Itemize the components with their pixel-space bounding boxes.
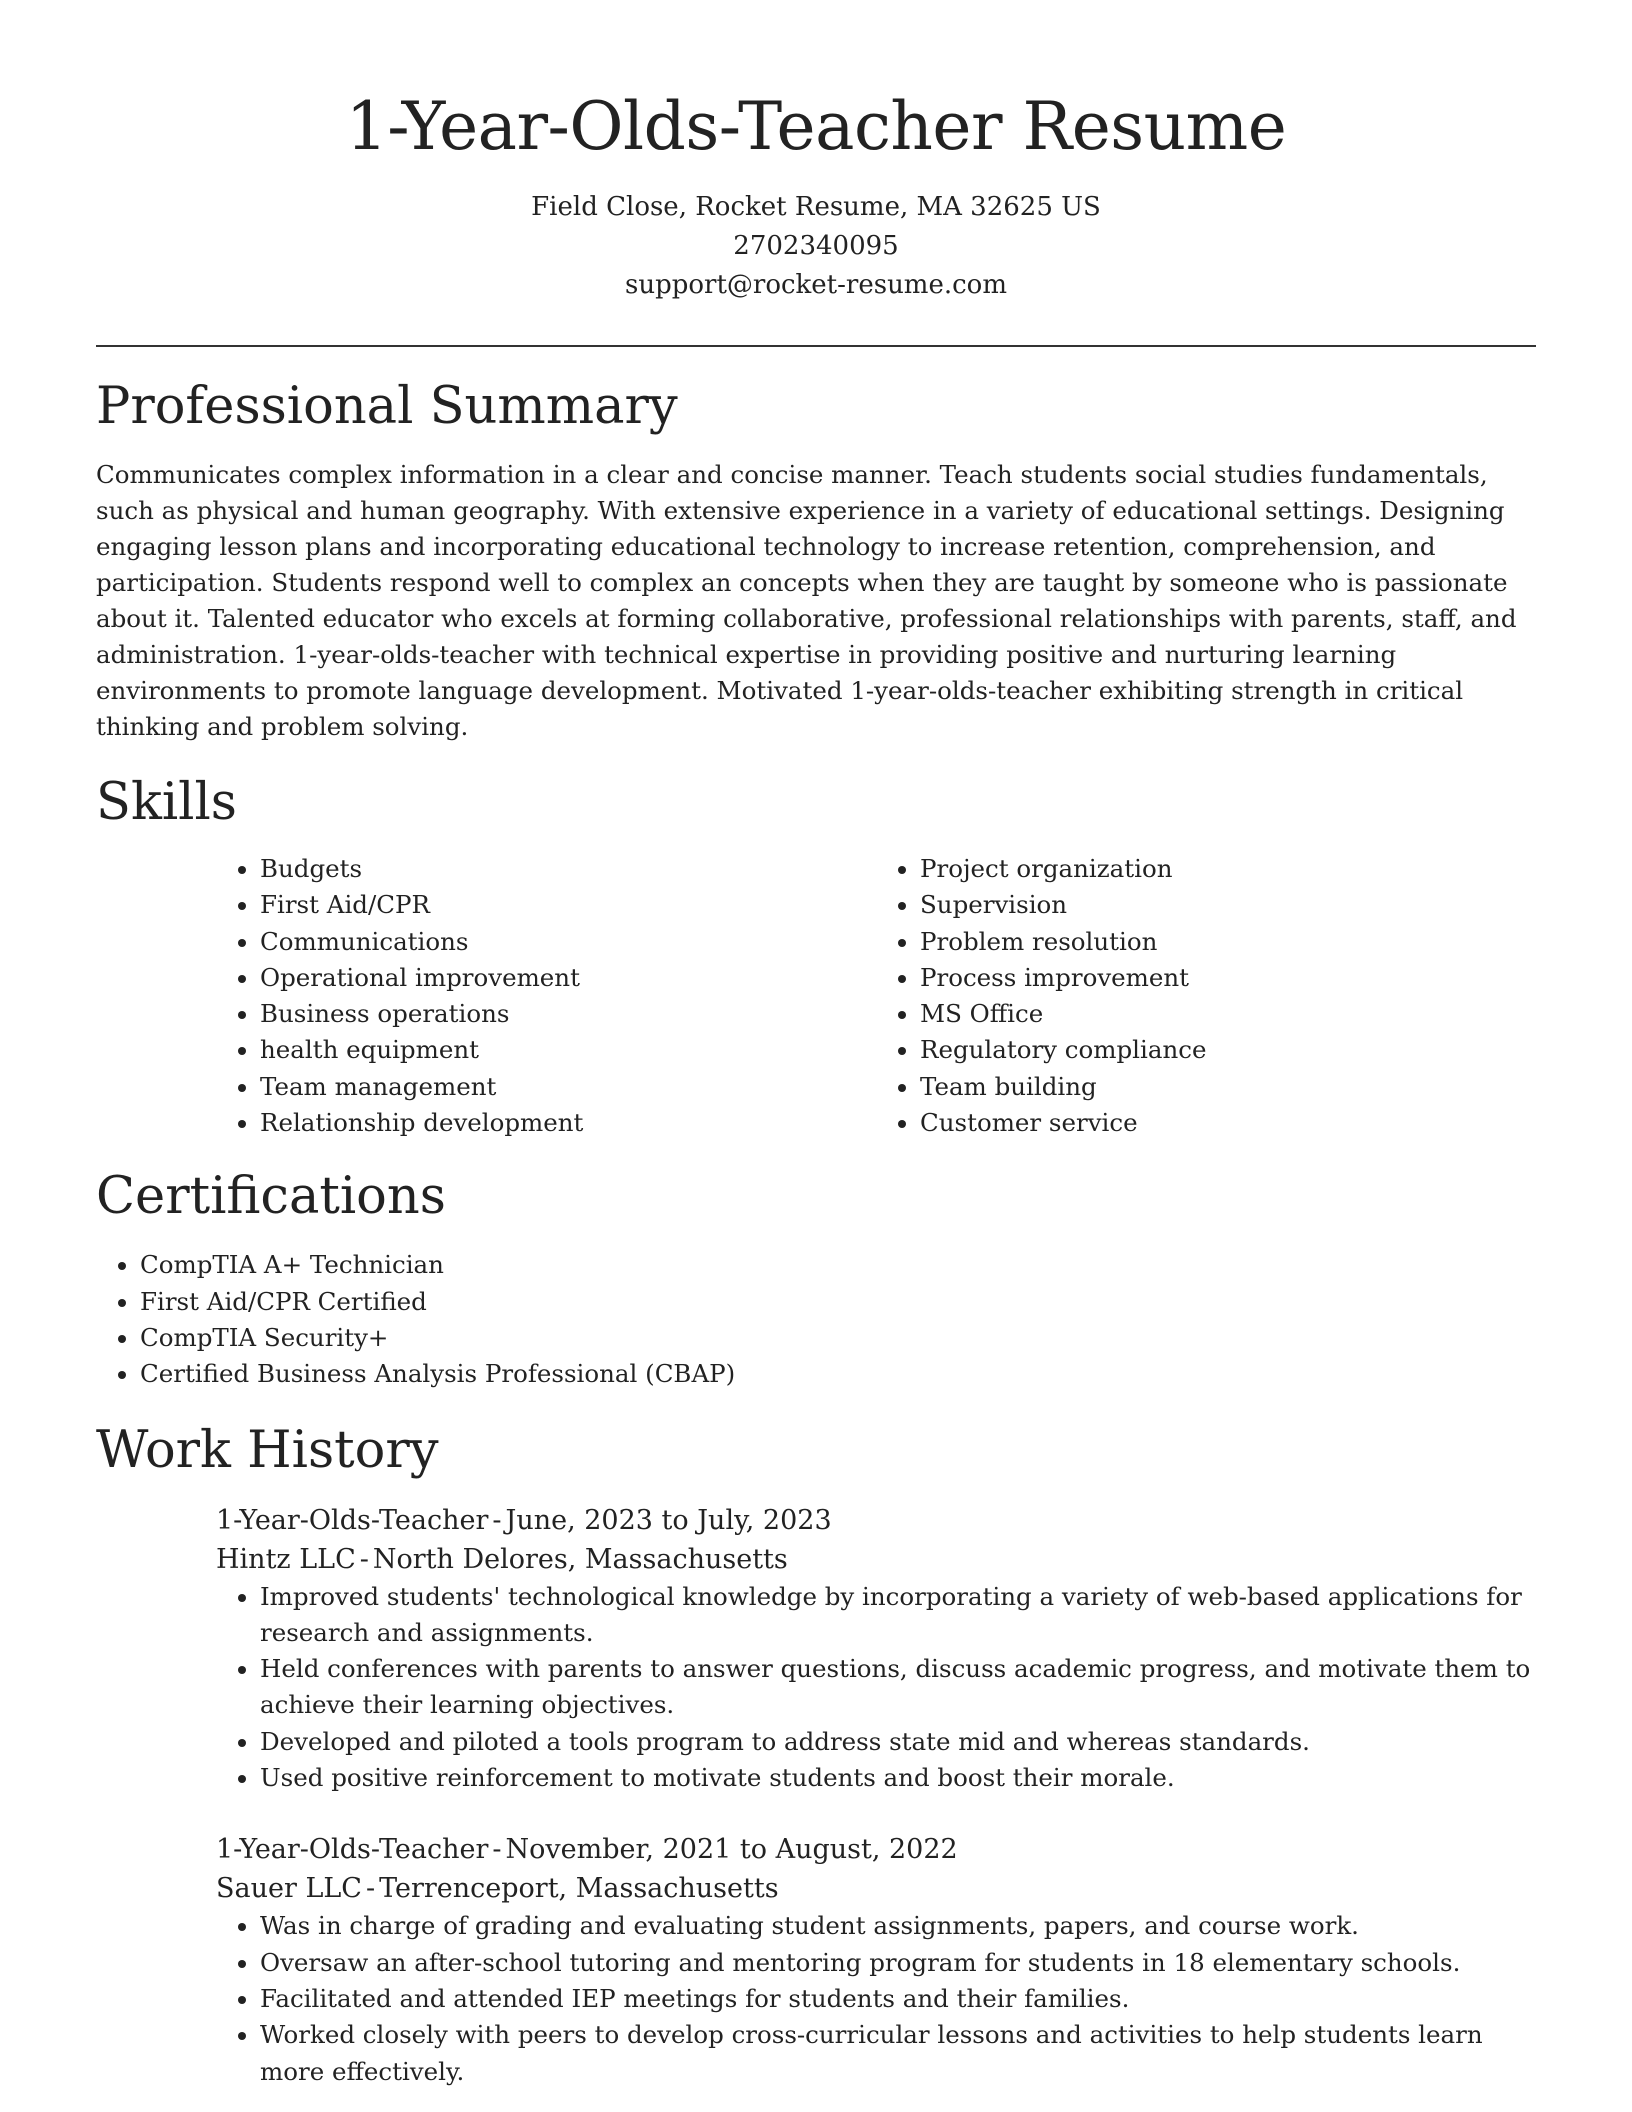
job-company: Sauer LLC: [216, 1873, 362, 1905]
work-history-section: [96, 1419, 1536, 2090]
summary-text: Communicates complex information in a clear and concise manner. Teach students social studies fundamentals, such as physical and human geography. With extensive experience in a variety of educational settings. Designing engaging lesson plans and incorporating educational technology to increase retention, comprehension, and participation. Students respond well to complex an concepts when they are taught by someone who is passionate about it. Talented educator who excels at forming collaborative, professional relationships with parents, staff, and administration. 1-year-olds-teacher with technical expertise in providing positive and nurturing learning environments to promote language development. Motivated 1-year-olds-teacher exhibiting strength in critical thinking and problem solving.: [96, 460, 1517, 741]
resume-title: 1-Year-Olds-Teacher Resume: [345, 88, 1287, 165]
skills-column-left: [216, 851, 876, 1141]
skill-item: • health equipment: [260, 1032, 876, 1068]
job-responsibilities: [216, 1908, 1536, 2089]
skill-item: • Communications: [260, 924, 876, 960]
skill-item: • Regulatory compliance: [920, 1032, 1536, 1068]
skill-item: • Customer service: [920, 1105, 1536, 1141]
certifications-section: [96, 1165, 1536, 1392]
resume-page: [96, 0, 1536, 2090]
skills-section: [96, 771, 1536, 1141]
job-bullet: • Improved students' technological knowledge by incorporating a variety of web-based applications for research and assignments.: [260, 1579, 1536, 1652]
certification-item: • CompTIA A+ Technician: [140, 1247, 1536, 1283]
contact-email: support@rocket-resume.com: [624, 270, 1007, 300]
job-title-line: [216, 1830, 1536, 1869]
separator: -: [359, 1543, 369, 1575]
job-title: 1-Year-Olds-Teacher: [216, 1504, 489, 1536]
job-bullet: • Facilitated and attended IEP meetings for students and their families.: [260, 1981, 1536, 2017]
skill-item: • Business operations: [260, 996, 876, 1032]
skills-column-right: [876, 851, 1536, 1141]
job-company-line: [216, 1540, 1536, 1579]
skill-item: • Process improvement: [920, 960, 1536, 996]
certifications-heading: Certifications: [96, 1167, 446, 1227]
job-location: North Delores, Massachusetts: [372, 1543, 788, 1575]
certification-item: • First Aid/CPR Certified: [140, 1284, 1536, 1320]
job-bullet: • Held conferences with parents to answer questions, discuss academic progress, and motivate them to achieve their learning objectives.: [260, 1651, 1536, 1724]
job-bullet: • Worked closely with peers to develop cross-curricular lessons and activities to help students learn more effectively.: [260, 2017, 1536, 2090]
summary-section: [96, 375, 1536, 745]
job-dates: November, 2021 to August, 2022: [505, 1834, 958, 1866]
job-location: Terrenceport, Massachusetts: [379, 1873, 779, 1905]
skill-item: • Operational improvement: [260, 960, 876, 996]
job-company: Hintz LLC: [216, 1543, 356, 1575]
skill-item: • Team management: [260, 1069, 876, 1105]
skill-item: • Problem resolution: [920, 924, 1536, 960]
skill-item: • MS Office: [920, 996, 1536, 1032]
skills-list: [216, 851, 1536, 1141]
job-dates: June, 2023 to July, 2023: [505, 1504, 832, 1536]
contact-phone: 2702340095: [733, 231, 899, 261]
skill-item: • Project organization: [920, 851, 1536, 887]
work-history-heading: Work History: [96, 1420, 439, 1480]
skill-item: • Team building: [920, 1069, 1536, 1105]
skills-heading: Skills: [96, 773, 237, 832]
skill-item: • Budgets: [260, 851, 876, 887]
certification-item: • CompTIA Security+: [140, 1320, 1536, 1356]
job-bullet: • Was in charge of grading and evaluating student assignments, papers, and course work.: [260, 1908, 1536, 1944]
skill-item: • Supervision: [920, 887, 1536, 923]
header-divider: [96, 345, 1536, 347]
contact-address: Field Close, Rocket Resume, MA 32625 US: [531, 192, 1101, 222]
separator: -: [492, 1504, 502, 1536]
summary-heading: Professional Summary: [96, 377, 678, 436]
skill-item: • First Aid/CPR: [260, 887, 876, 923]
job-entry: [216, 1830, 1536, 2089]
certifications-list: [96, 1247, 1536, 1392]
separator: -: [492, 1834, 502, 1866]
certification-item: • Certified Business Analysis Professional (CBAP): [140, 1356, 1536, 1392]
job-company-line: [216, 1869, 1536, 1908]
job-title-line: [216, 1501, 1536, 1540]
job-entry: [216, 1501, 1536, 1797]
job-responsibilities: [216, 1579, 1536, 1797]
job-bullet: • Oversaw an after-school tutoring and mentoring program for students in 18 elementary schools.: [260, 1945, 1536, 1981]
contact-info: [96, 188, 1536, 305]
skill-item: • Relationship development: [260, 1105, 876, 1141]
job-title: 1-Year-Olds-Teacher: [216, 1834, 489, 1866]
job-bullet: • Developed and piloted a tools program to address state mid and whereas standards.: [260, 1724, 1536, 1760]
separator: -: [365, 1873, 376, 1905]
job-bullet: • Used positive reinforcement to motivate students and boost their morale.: [260, 1760, 1536, 1796]
resume-header: [96, 0, 1536, 305]
